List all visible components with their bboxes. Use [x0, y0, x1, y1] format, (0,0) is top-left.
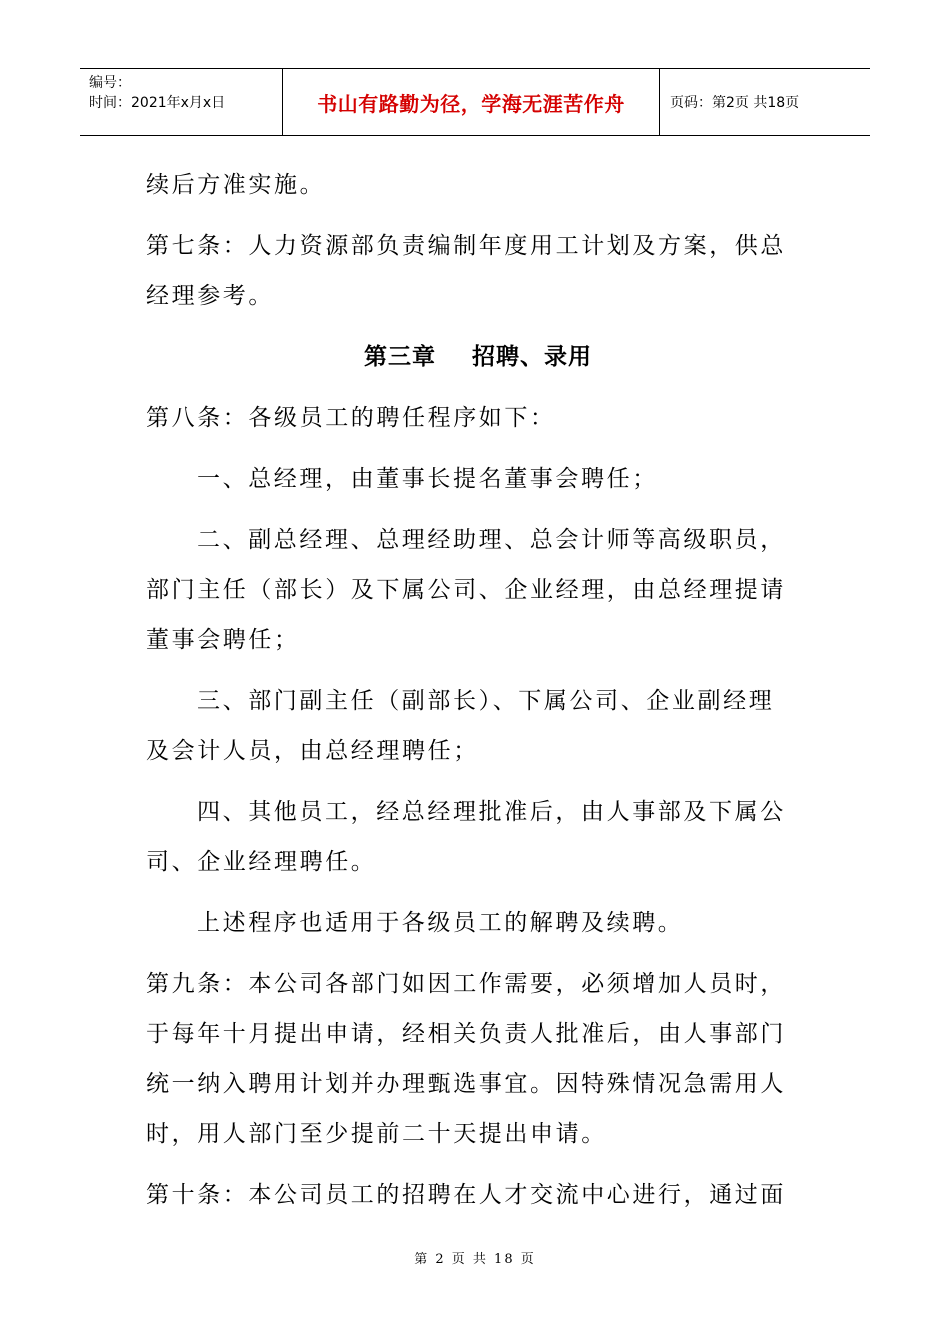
text-line: 一、总经理，由董事长提名董事会聘任； [197, 466, 658, 492]
text-line: 司、企业经理聘任。 [146, 849, 377, 875]
text-line: 四、其他员工，经总经理批准后，由人事部及下属公 [197, 799, 786, 825]
text-line: 于每年十月提出申请，经相关负责人批准后，由人事部门 [146, 1021, 786, 1047]
paragraph [146, 787, 810, 887]
header-meta [80, 69, 283, 135]
document-body [146, 160, 810, 1220]
text-line: 第七条：人力资源部负责编制年度用工计划及方案，供总 [146, 233, 786, 259]
header-page-info: 页码：第2页 共18页 [670, 95, 800, 111]
header-page-cell [660, 69, 870, 135]
paragraph [146, 515, 810, 665]
text-line: 三、部门副主任（副部长）、下属公司、企业副经理 [197, 688, 775, 714]
text-line: 第八条：各级员工的聘任程序如下： [146, 405, 556, 431]
header-motto-cell [283, 69, 660, 135]
text-line: 上述程序也适用于各级员工的解聘及续聘。 [197, 910, 684, 936]
text-line: 第十条：本公司员工的招聘在人才交流中心进行，通过面 [146, 1182, 786, 1208]
chapter-title: 第三章 招聘、录用 [363, 344, 593, 370]
document-number-label: 编号： [89, 75, 131, 91]
text-line: 第九条：本公司各部门如因工作需要，必须增加人员时， [146, 971, 786, 997]
text-line: 二、副总经理、总理经助理、总会计师等高级职员， [197, 527, 786, 553]
text-line: 统一纳入聘用计划并办理甄选事宜。因特殊情况急需用人 [146, 1071, 786, 1097]
text-line: 部门主任（部长）及下属公司、企业经理，由总经理提请 [146, 577, 786, 603]
text-line: 续后方准实施。 [146, 172, 326, 198]
page-footer: 第 2 页 共 18 页 [414, 1252, 536, 1267]
page-header [80, 68, 870, 136]
paragraph [146, 393, 810, 443]
paragraph [146, 1170, 810, 1220]
paragraph [146, 221, 810, 321]
paragraph [146, 676, 810, 776]
paragraph [146, 160, 810, 210]
text-line: 董事会聘任； [146, 627, 300, 653]
header-motto: 书山有路勤为径，学海无涯苦作舟 [317, 91, 625, 116]
paragraph [146, 898, 810, 948]
text-line: 及会计人员，由总经理聘任； [146, 738, 479, 764]
text-line: 经理参考。 [146, 283, 274, 309]
paragraph [146, 454, 810, 504]
paragraph [146, 959, 810, 1159]
document-date-label: 时间：2021年x月x日 [89, 95, 226, 111]
text-line: 时，用人部门至少提前二十天提出申请。 [146, 1121, 607, 1147]
